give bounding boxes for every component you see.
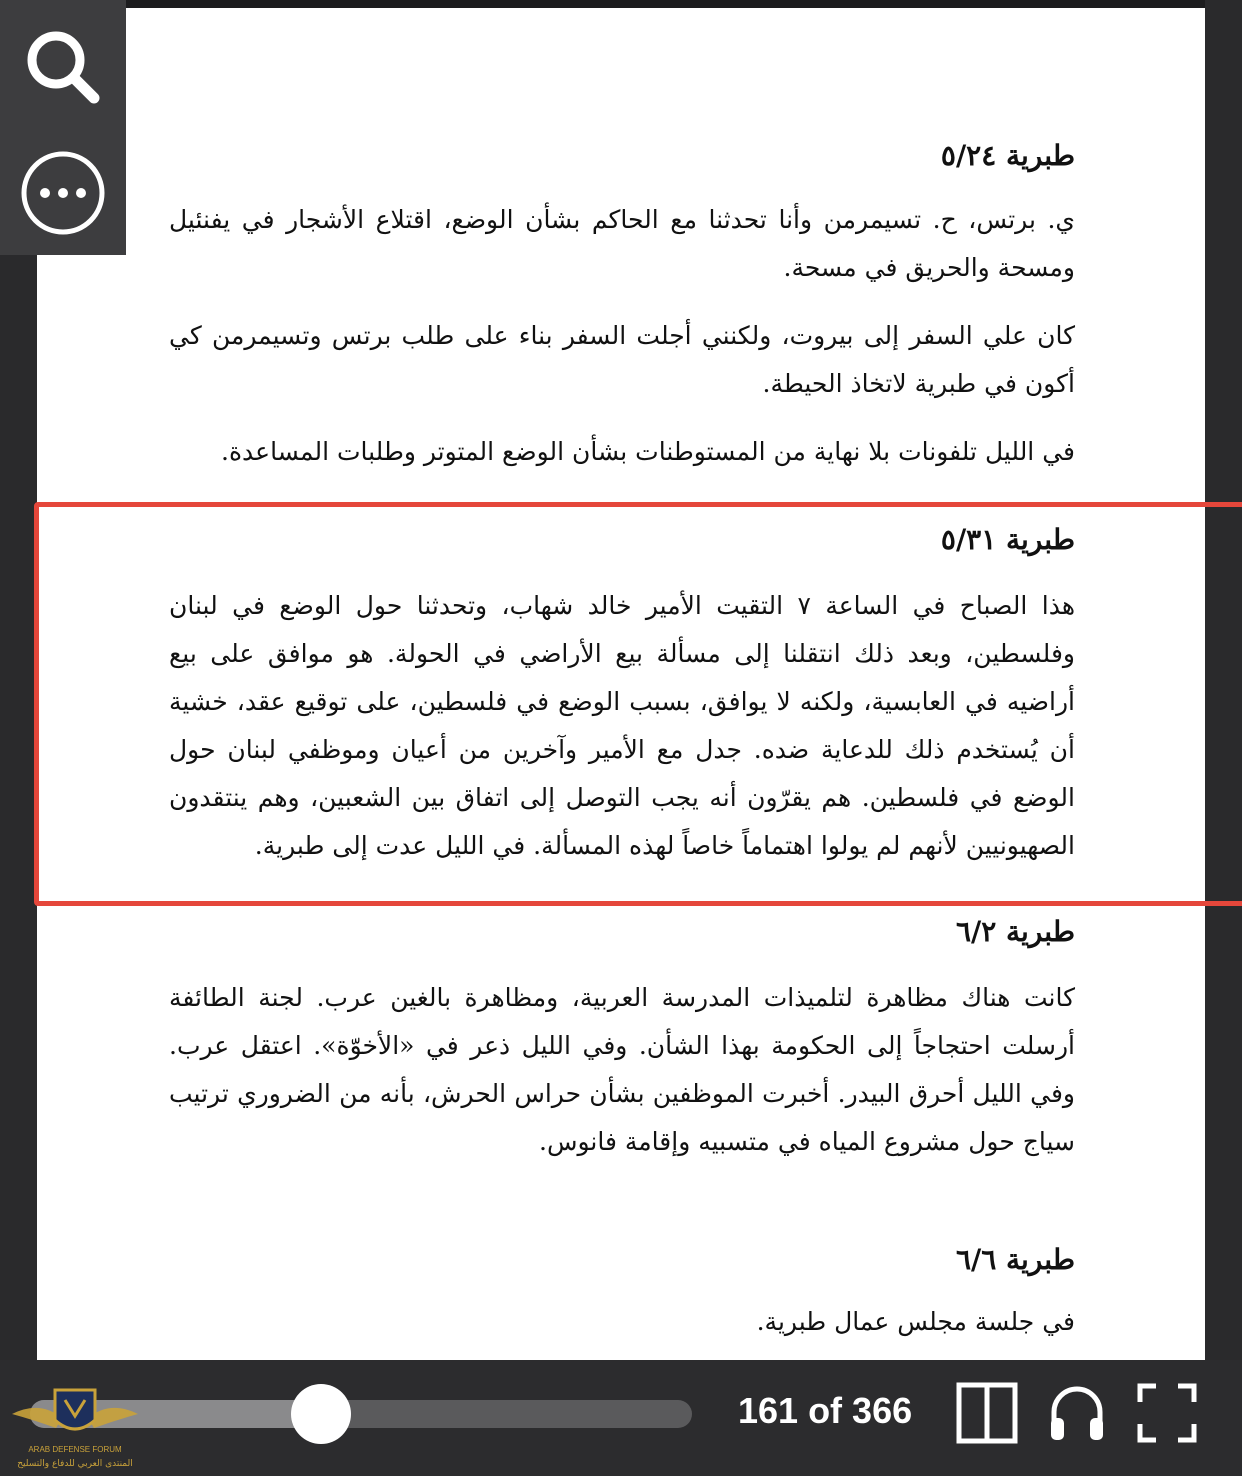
entry-paragraph: في الليل تلفونات بلا نهاية من المستوطنات بشأن الوضع المتوتر وطلبات المساعدة.: [221, 437, 1075, 466]
headphones-icon: [1046, 1382, 1108, 1444]
entry-heading: طبرية ٥/٢٤: [940, 139, 1075, 172]
reader-controls-bar: [0, 1360, 1242, 1476]
watermark-name: ARAB DEFENSE FORUM: [28, 1445, 122, 1454]
page-slider-thumb[interactable]: [291, 1384, 351, 1444]
forum-watermark-logo: [10, 1372, 140, 1472]
entry-heading: طبرية ٦/٦: [955, 1243, 1075, 1276]
fullscreen-button[interactable]: [1136, 1382, 1198, 1444]
entry-heading: طبرية ٦/٢: [955, 915, 1075, 948]
search-icon: [20, 24, 106, 110]
selection-highlight-box: [34, 502, 1242, 906]
more-options-button[interactable]: [20, 150, 106, 236]
search-button[interactable]: [20, 24, 106, 110]
more-options-icon: [20, 150, 106, 236]
entry-paragraph: ي. برتس، ح. تسيمرمن وأنا تحدثنا مع الحاكم بشأن الوضع، اقتلاع الأشجار في يفنئيل ومسحة والحريق في مسحة.: [169, 205, 1075, 282]
page-layout-button[interactable]: [956, 1382, 1018, 1444]
audio-button[interactable]: [1046, 1382, 1108, 1444]
eagle-shield-logo: [10, 1372, 140, 1472]
entry-paragraph: كانت هناك مظاهرة لتلميذات المدرسة العربية، ومظاهرة بالغين عرب. لجنة الطائفة أرسلت احتجاجاً إلى الحكومة بهذا الشأن. وفي الليل ذعر في «الأخوّة». اعتقل عرب. وفي الليل أحرق البيدر. أخبرت الموظفين بشأن حراس الحرش، بأنه من الضروري ترتيب سياج حول مشروع المياه في متسبيه وإقامة فانوس.: [169, 983, 1075, 1156]
entry-heading: طبرية ٥/٣١: [940, 523, 1075, 556]
entry-paragraph: في جلسة مجلس عمال طبرية.: [756, 1307, 1075, 1336]
entry-paragraph: كان علي السفر إلى بيروت، ولكنني أجلت السفر بناء على طلب برتس وتسيمرمن كي أكون في طبرية لاتخاذ الحيطة.: [169, 321, 1075, 398]
entry-paragraph: هذا الصباح في الساعة ٧ التقيت الأمير خالد شهاب، وتحدثنا حول الوضع في لبنان وفلسطين، وبعد ذلك انتقلنا إلى مسألة بيع الأراضي في الحولة. هو موافق على بيع أراضيه في العابسية، ولكنه لا يوافق، بسبب الوضع في فلسطين، على توقيع عقد، خشية أن يُستخدم ذلك للدعاية ضده. جدل مع الأمير وآخرين من أعيان وموظفي لبنان حول الوضع في فلسطين. هم يقرّون أنه يجب التوصل إلى اتفاق بين الشعبين، وهم ينتقدون الصهيونيين لأنهم لم يولوا اهتماماً خاصاً لهذه المسألة. في الليل عدت إلى طبرية.: [169, 591, 1076, 860]
two-page-icon: [956, 1382, 1018, 1444]
tool-panel: [0, 0, 126, 255]
page-indicator: 161 of 366: [738, 1390, 913, 1431]
fullscreen-icon: [1136, 1382, 1198, 1444]
watermark-subtitle: المنتدى العربي للدفاع والتسليح: [17, 1459, 133, 1469]
